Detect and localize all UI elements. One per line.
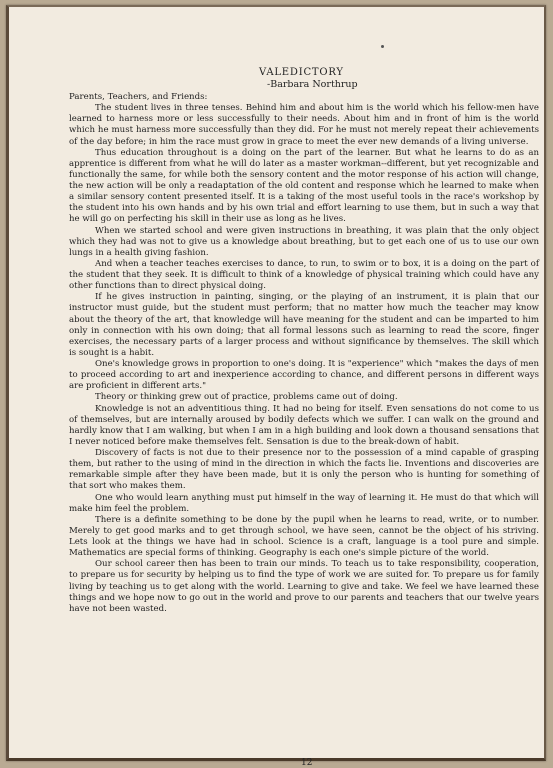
document-body <box>69 92 539 615</box>
page-number: 12 <box>301 758 313 768</box>
document-author: -Barbara Northrup <box>267 79 358 90</box>
paragraph: Theory or thinking grew out of practice, problems came out of doing. <box>95 392 398 403</box>
paragraph: There is a definite something to be done by the pupil when he learns to read, write, or to number. Merely to get good marks and to get through school, we have seen, cannot be the object of his striving. Lets look at the things we have had in school. Science is a craft, language is a tool pure and simple. Mathematics are special forms of thinking. Geography is each one's simple picture of the world. <box>69 514 539 559</box>
paragraph: Our school career then has been to train our minds. To teach us to take responsibility, cooperation, to prepare us for security by helping us to find the type of work we are suited for. To prepare us for family living by teaching us to get along with the world. Learning to give and take. We feel we have learned these things and we hope now to go out in the world and prove to our parents and teachers that our twelve years have not been wasted. <box>69 559 539 614</box>
paragraph: If he gives instruction in painting, singing, or the playing of an instrument, it is plain that our instructor must guide, but the student must perform; that no matter how much the teacher may know about the theory of the art, that knowledge will have meaning for the student and can be imparted to him only in connection with his own doing; that all formal lessons such as learning to read the score, finger exercises, the necessary parts of a larger process and without significance by themselves. The skill which is sought is a habit. <box>69 292 539 358</box>
paragraph: And when a teacher teaches exercises to dance, to run, to swim or to box, it is a doing on the part of the student that they seek. It is difficult to think of a knowledge of physical training which could have any other functions than to direct physical doing. <box>69 258 539 292</box>
document-title: VALEDICTORY <box>259 67 344 78</box>
paragraph: The student lives in three tenses. Behind him and about him is the world which his fellow-men have learned to harness more or less successfully to their needs. About him and in front of him is the world which he must harness more successfully than they did. For he must not merely repeat their achievements of the day before; in him the race must grow in grace to meet the ever new demands of a living universe. <box>69 103 539 147</box>
paragraph: When we started school and were given instructions in breathing, it was plain that the only object which they had was not to give us a knowledge about breathing, but to get each one of us to use our own lungs in a health giving fashion. <box>69 225 539 258</box>
paragraph: One's knowledge grows in proportion to one's doing. It is "experience" which "makes the days of men to proceed according to art and inexperience according to chance, and different persons in different ways are proficient in different arts." <box>69 359 539 392</box>
salutation: Parents, Teachers, and Friends: <box>69 92 208 102</box>
paragraph: Knowledge is not an adventitious thing. It had no being for itself. Even sensations do not come to us of themselves, but are internally aroused by bodily defects which we suffer. I can walk on the ground and hardly know that I am walking, but when I am in a high building and look down a thousand sensations that I never noticed before make themselves felt. Sensation is due to the break-down of habit. <box>69 403 539 447</box>
paragraph: Thus education throughout is a doing on the part of the learner. But what he learns to do as an apprentice is different from what he will do later as a master workman--different, but yet recognizable and functionally the same, for while both the sensory content and the motor response of his action will change, the new action will be only a readaptation of the old content and response which he learned to make when a similar sensory content presented itself. It is a taking of the most useful tools in the race's workshop by the student into his own hands and by his own trial and effort learning to use them, but in such a way that he will go on perfecting his skill in their use as long as he lives. <box>69 147 539 225</box>
paragraph: One who would learn anything must put himself in the way of learning it. He must do that which will make him feel the problem. <box>69 492 539 514</box>
document-page <box>6 5 546 768</box>
paragraph: Discovery of facts is not due to their presence nor to the possession of a mind capable of grasping them, but rather to the using of mind in the direction in which the facts lie. Inventions and discoveries are remarkable simple after they have been made, but it is only the person who is hunting for something of that sort who makes them. <box>69 448 539 492</box>
ink-speck <box>381 45 384 48</box>
